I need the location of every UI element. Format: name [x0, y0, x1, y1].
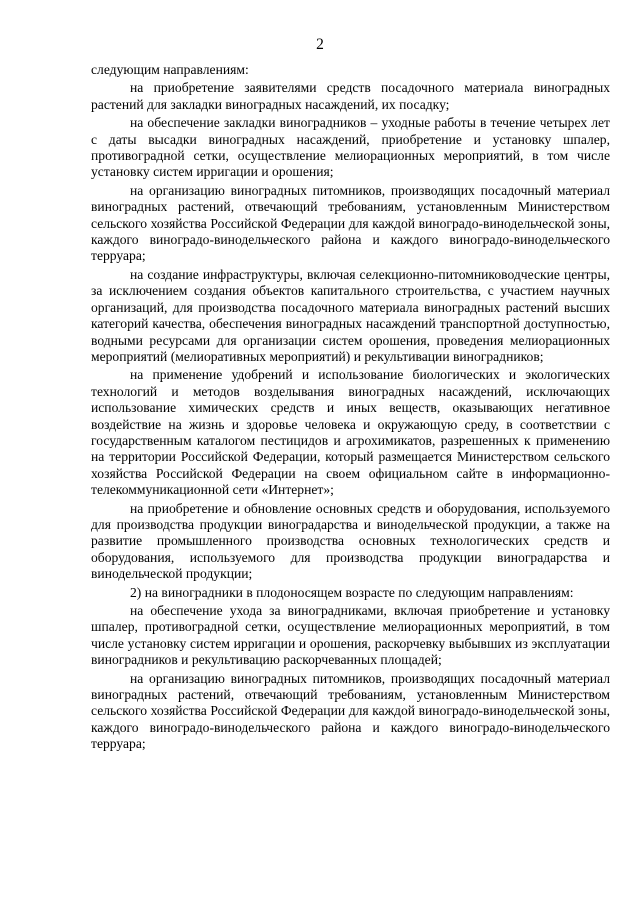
paragraph: на создание инфраструктуры, включая селекционно-питомниководческие центры, за исключением создания объектов капитального строительства, с участием научных организаций, для производства посадочного материала виноградных растений высших категорий качества, обеспечения виноградных насаждений транспортной доступностью, водными ресурсами для организации систем орошения, проведения мелиорационных мероприятий (мелиоративных мероприятий) и рекультивации виноградников; — [91, 266, 610, 364]
paragraph: на обеспечение закладки виноградников – уходные работы в течение четырех лет с даты высадки виноградных насаждений, приобретение и установку шпалер, противоградной сетки, осуществление мелиорационных мероприятий, в том числе установку систем ирригации и орошения; — [91, 115, 610, 180]
paragraph: на приобретение и обновление основных средств и оборудования, используемого для производства продукции виноградарства и винодельческой продукции, а также на развитие промышленного производства основных технологических средств и оборудования, используемого для производства продукции виноградарства и винодельческой продукции; — [91, 500, 610, 582]
page-number: 2 — [316, 36, 324, 53]
paragraph: на организацию виноградных питомников, производящих посадочный материал виноградных растений, отвечающий требованиям, установленным Министерством сельского хозяйства Российской Федерации для каждой виноградо-винодельческой зоны, каждого виноградо-винодельческого района и каждого виноградо-винодельческого терруара; — [91, 670, 610, 752]
paragraph-intro: следующим направлениям: — [91, 62, 249, 77]
paragraph: на обеспечение ухода за виноградниками, включая приобретение и установку шпалер, противоградной сетки, осуществление мелиорационных мероприятий, в том числе установку систем ирригации и орошения, раскорчевку выбывших из эксплуатации виноградников и рекультивацию раскорчеванных площадей; — [91, 603, 610, 668]
paragraph: на приобретение заявителями средств посадочного материала виноградных растений для закладки виноградных насаждений, их посадку; — [91, 80, 610, 112]
paragraph: на организацию виноградных питомников, производящих посадочный материал виноградных растений, отвечающий требованиям, установленным Министерством сельского хозяйства Российской Федерации для каждой виноградо-винодельческой зоны, каждого виноградо-винодельческого района и каждого виноградо-винодельческого терруара; — [91, 182, 610, 264]
paragraph-numbered: 2) на виноградники в плодоносящем возрасте по следующим направлениям: — [130, 584, 574, 600]
paragraph: на применение удобрений и использование биологических и экологических технологий и методов возделывания виноградных насаждений, исключающих использование химических средств и иных веществ, оказывающих негативное воздействие на жизнь и здоровье человека и окружающую среду, в соответствии с государственным каталогом пестицидов и агрохимикатов, разрешенных к применению на территории Российской Федерации, который размещается Министерством сельского хозяйства Российской Федерации на своем официальном сайте в информационно-телекоммуникационной сети «Интернет»; — [91, 367, 610, 498]
document-body — [91, 62, 610, 753]
